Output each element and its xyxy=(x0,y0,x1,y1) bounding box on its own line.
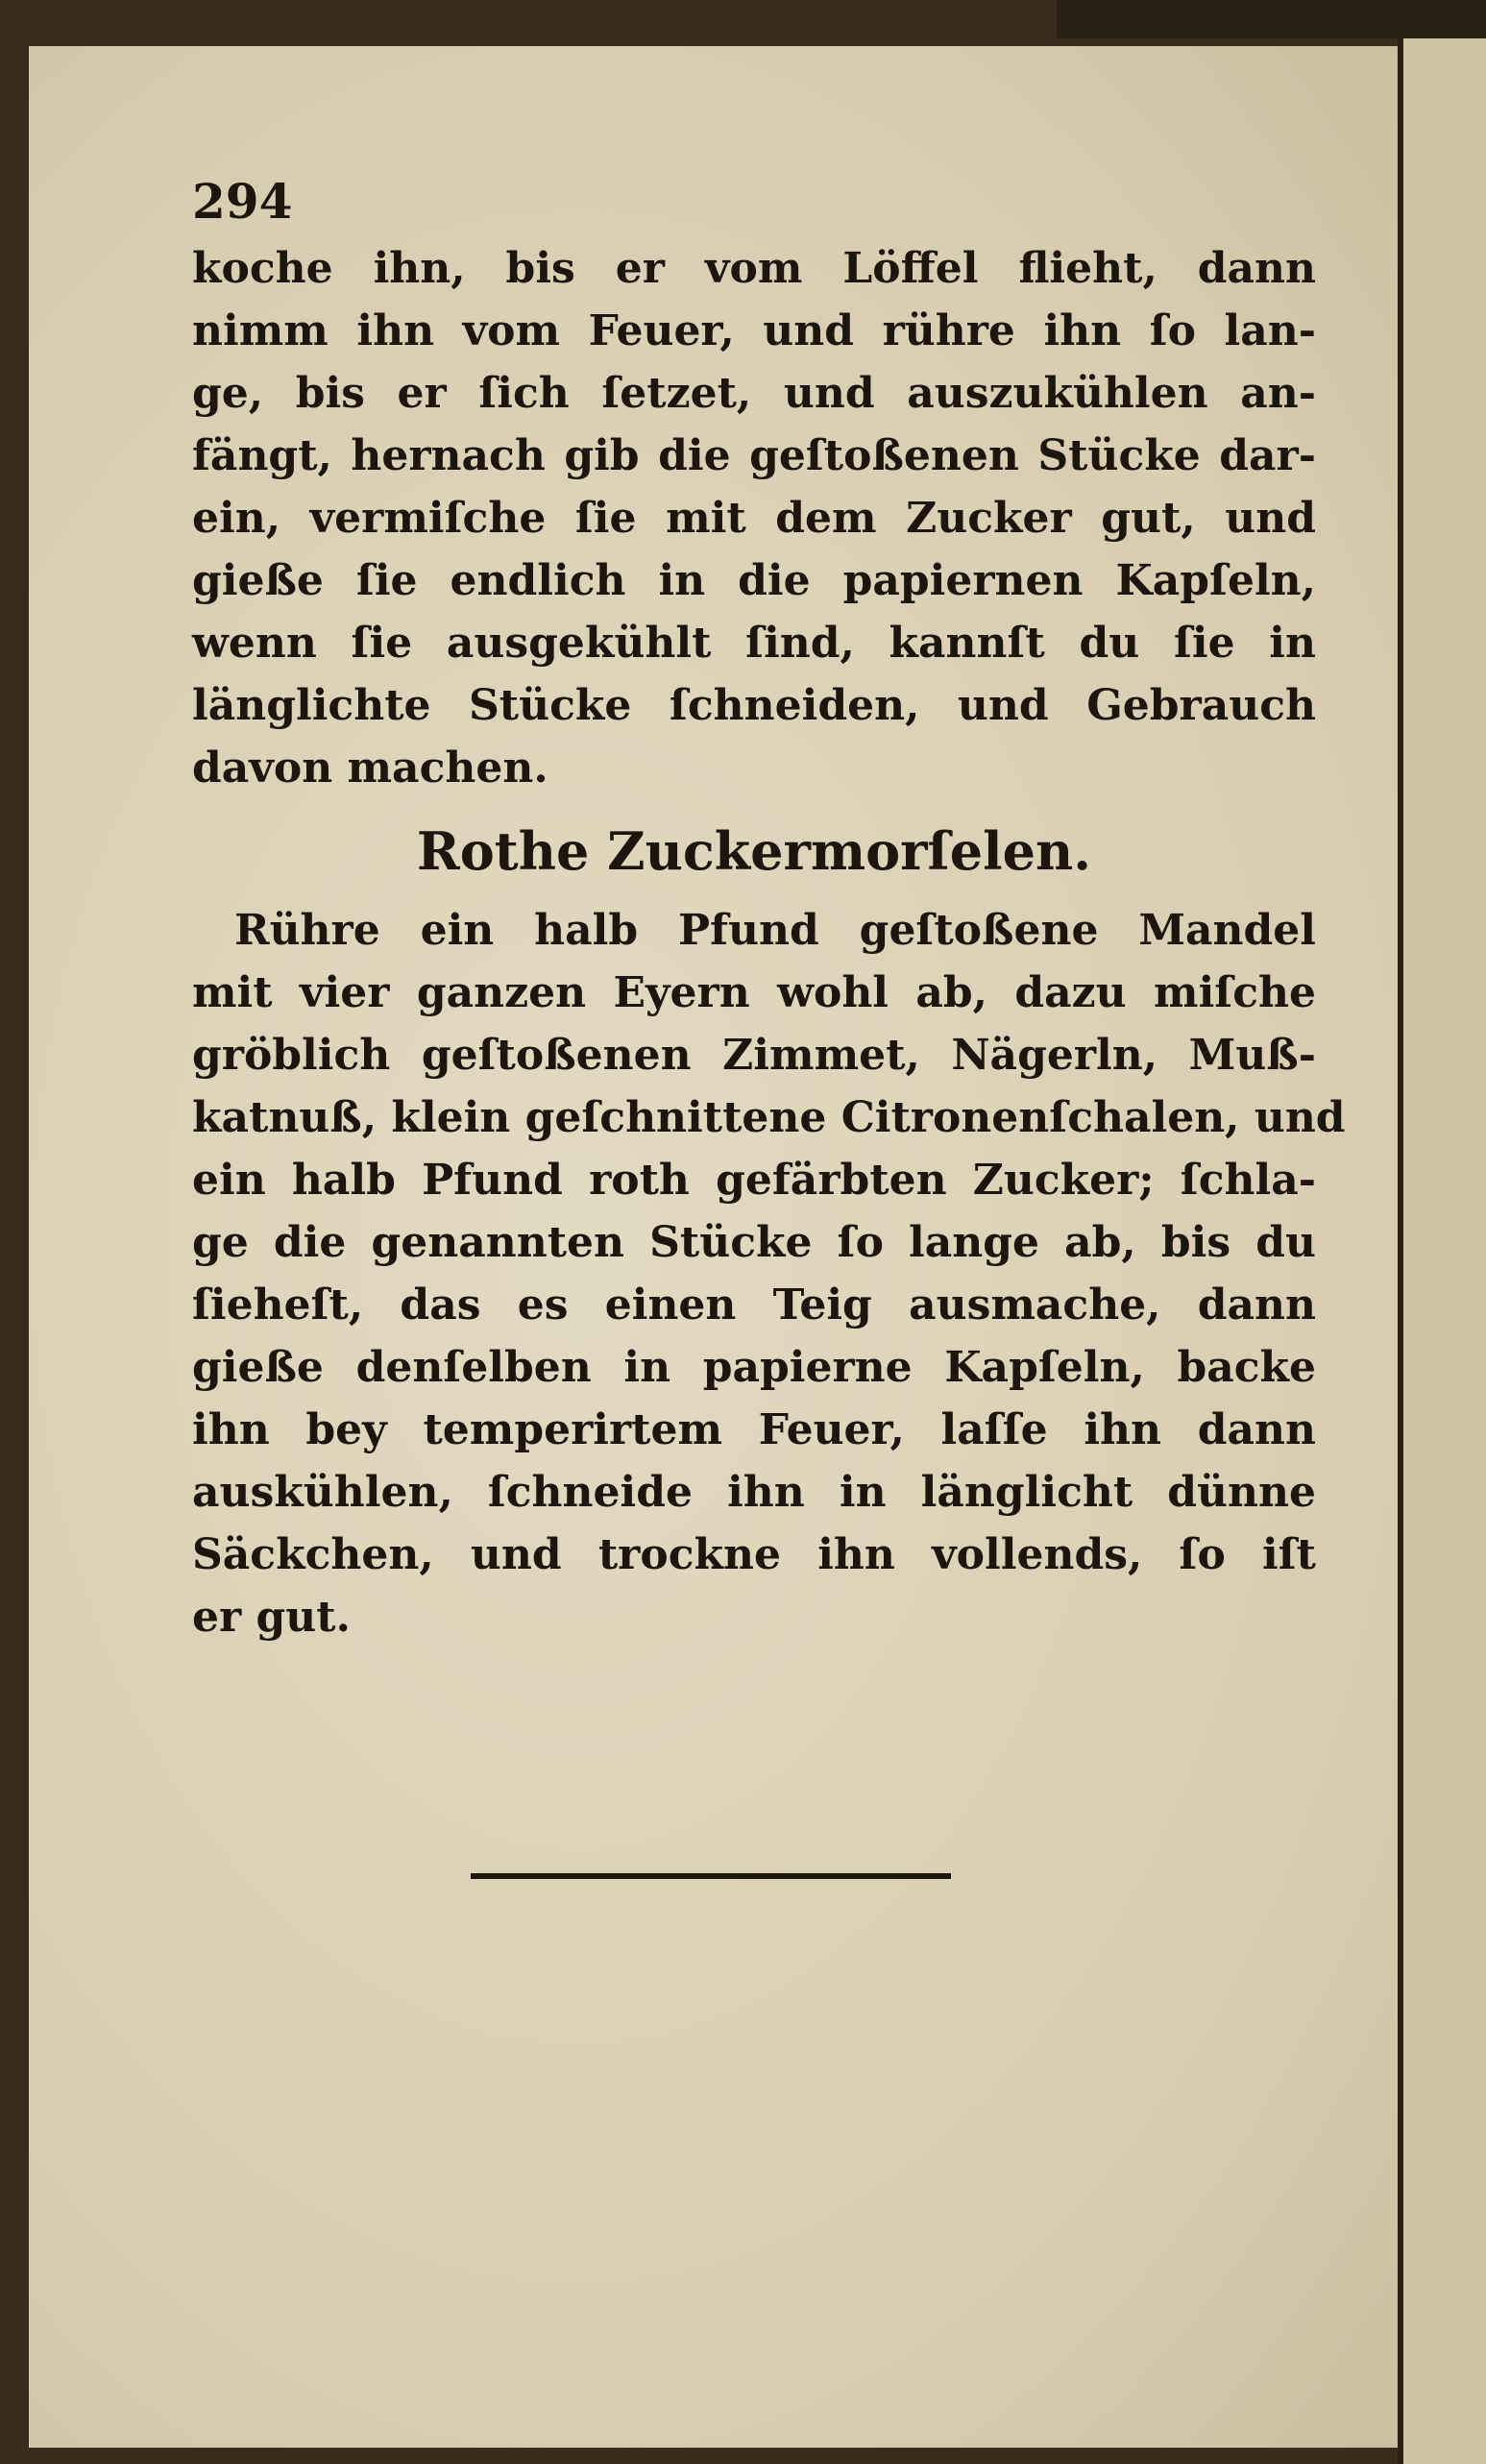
text-line: gröblich geſtoßenen Zimmet, Nägerln, Muß- xyxy=(192,1031,1316,1080)
text-line: gieße ſie endlich in die papiernen Kapſeln, xyxy=(192,556,1316,605)
text-line: ſieheſt, das es einen Teig ausmache, dann xyxy=(192,1281,1316,1330)
text-line: ihn bey temperirtem Feuer, laſſe ihn dann xyxy=(192,1405,1316,1454)
text-line: auskühlen, ſchneide ihn in länglicht dünne xyxy=(192,1468,1316,1517)
text-line: nimm ihn vom Feuer, und rühre ihn ſo lan- xyxy=(192,306,1316,355)
page-number: 294 xyxy=(192,173,293,230)
text-line: ge, bis er ſich ſetzet, und auszukühlen an- xyxy=(192,369,1316,418)
text-line: ein, vermiſche ſie mit dem Zucker gut, und xyxy=(192,494,1316,543)
text-line: er gut. xyxy=(192,1593,351,1642)
text-line: davon machen. xyxy=(192,744,548,793)
text-line: wenn ſie ausgekühlt ſind, kannſt du ſie in xyxy=(192,619,1316,668)
next-page-edge xyxy=(1398,38,1486,2464)
text-line: koche ihn, bis er vom Löffel flieht, dann xyxy=(192,244,1316,293)
section-divider xyxy=(471,1873,951,1879)
paragraph-2 xyxy=(192,899,1346,1648)
page-text xyxy=(192,173,1346,1648)
text-line: ein halb Pfund roth gefärbten Zucker; ſchla- xyxy=(192,1156,1316,1205)
text-line: fängt, hernach gib die geſtoßenen Stücke dar- xyxy=(192,431,1316,480)
paragraph-1 xyxy=(192,237,1316,799)
text-line: ge die genannten Stücke ſo lange ab, bis du xyxy=(192,1218,1316,1267)
text-line: mit vier ganzen Eyern wohl ab, dazu miſche xyxy=(192,968,1316,1017)
text-line: katnuß, klein geſchnittene Citronenſchalen, und xyxy=(192,1093,1346,1142)
text-line: länglichte Stücke ſchneiden, und Gebrauch xyxy=(192,681,1316,730)
text-line: Rühre ein halb Pfund geſtoßene Mandel xyxy=(234,906,1316,955)
section-heading: Rothe Zuckermorſelen. xyxy=(416,820,1092,882)
scan-border xyxy=(1057,0,1486,38)
text-line: Säckchen, und trockne ihn vollends, ſo iſt xyxy=(192,1530,1316,1579)
text-line: gieße denſelben in papierne Kapſeln, backe xyxy=(192,1343,1316,1392)
